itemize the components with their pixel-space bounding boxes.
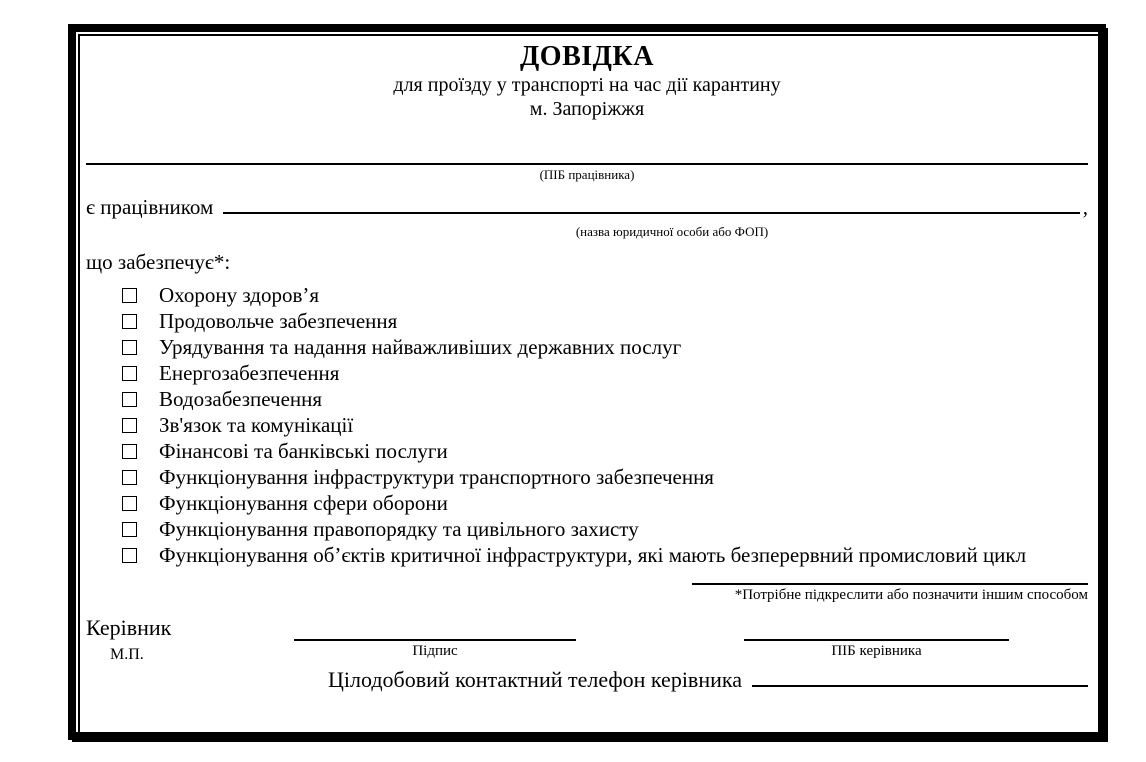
checklist-item-label: Продовольче забезпечення	[159, 309, 398, 334]
checkbox-unchecked-icon[interactable]	[122, 496, 137, 511]
checkbox-unchecked-icon[interactable]	[122, 288, 137, 303]
employer-name-caption: (назва юридичної особи або ФОП)	[575, 223, 769, 239]
checklist-item	[122, 387, 1088, 413]
head-name-line	[744, 615, 1009, 641]
signature-caption: Підпис	[412, 643, 458, 660]
checklist-item-label: Охорону здоров’я	[159, 283, 320, 308]
employer-name-line	[223, 212, 1079, 214]
checklist-item	[122, 491, 1088, 517]
checklist-item-label: Фінансові та банківські послуги	[159, 439, 448, 464]
head-name-caption: ПІБ керівника	[831, 643, 922, 660]
checkbox-unchecked-icon[interactable]	[122, 340, 137, 355]
checklist-item-label: Зв'язок та комунікації	[159, 413, 354, 438]
checklist-item	[122, 439, 1088, 465]
footnote-line	[692, 583, 1088, 585]
employer-suffix: ,	[1082, 195, 1088, 220]
signature-column	[294, 615, 576, 664]
worker-name-line	[86, 163, 1088, 165]
checklist-item-label: Водозабезпечення	[159, 387, 323, 412]
seal-label: М.П.	[110, 646, 144, 664]
footnote-text: *Потрібне підкреслити або позначити іншим способом	[734, 586, 1088, 603]
document-content	[86, 40, 1088, 732]
footnote-block	[692, 583, 1088, 606]
checklist-item-label: Функціонування правопорядку та цивільного захисту	[159, 517, 639, 542]
checkbox-unchecked-icon[interactable]	[122, 470, 137, 485]
checklist-item-label: Функціонування інфраструктури транспортного забезпечення	[159, 465, 714, 490]
signature-line	[294, 615, 576, 641]
checklist-item	[122, 465, 1088, 491]
checklist-item-label: Функціонування об’єктів критичної інфраструктури, які мають безперервний промисловий цикл	[159, 543, 1027, 568]
checkbox-unchecked-icon[interactable]	[122, 366, 137, 381]
checklist-item-label: Урядування та надання найважливіших державних послуг	[159, 335, 682, 360]
checklist-item	[122, 309, 1088, 335]
checklist-item	[122, 361, 1088, 387]
checklist-item	[122, 543, 1088, 569]
checklist-item-label: Функціонування сфери оборони	[159, 491, 448, 516]
head-column	[86, 615, 294, 664]
checklist-item	[122, 413, 1088, 439]
checklist-item	[122, 283, 1088, 309]
document-city: м. Запоріжжя	[529, 97, 645, 120]
document-title: ДОВІДКА	[520, 41, 654, 72]
head-label: Керівник	[86, 615, 172, 641]
checklist-item	[122, 517, 1088, 543]
checklist-item-label: Енергозабезпечення	[159, 361, 340, 386]
document-subtitle: для проїзду у транспорті на час дії карантину	[393, 73, 781, 96]
signature-row	[86, 615, 1088, 664]
checkbox-unchecked-icon[interactable]	[122, 522, 137, 537]
checkbox-unchecked-icon[interactable]	[122, 548, 137, 563]
checklist-item	[122, 335, 1088, 361]
checkbox-unchecked-icon[interactable]	[122, 314, 137, 329]
head-name-column	[744, 615, 1009, 664]
worker-name-caption: (ПІБ працівника)	[539, 166, 635, 182]
provides-label: що забезпечує*:	[86, 250, 231, 275]
employer-prefix-label: є працівником	[86, 195, 214, 220]
checkbox-unchecked-icon[interactable]	[122, 444, 137, 459]
phone-line	[752, 685, 1088, 687]
employer-row	[86, 194, 1088, 221]
checkbox-unchecked-icon[interactable]	[122, 418, 137, 433]
checkbox-unchecked-icon[interactable]	[122, 392, 137, 407]
document-frame	[68, 24, 1106, 740]
phone-label: Цілодобовий контактний телефон керівника	[328, 667, 742, 693]
phone-row	[86, 666, 1088, 695]
provision-checklist	[86, 283, 1088, 569]
